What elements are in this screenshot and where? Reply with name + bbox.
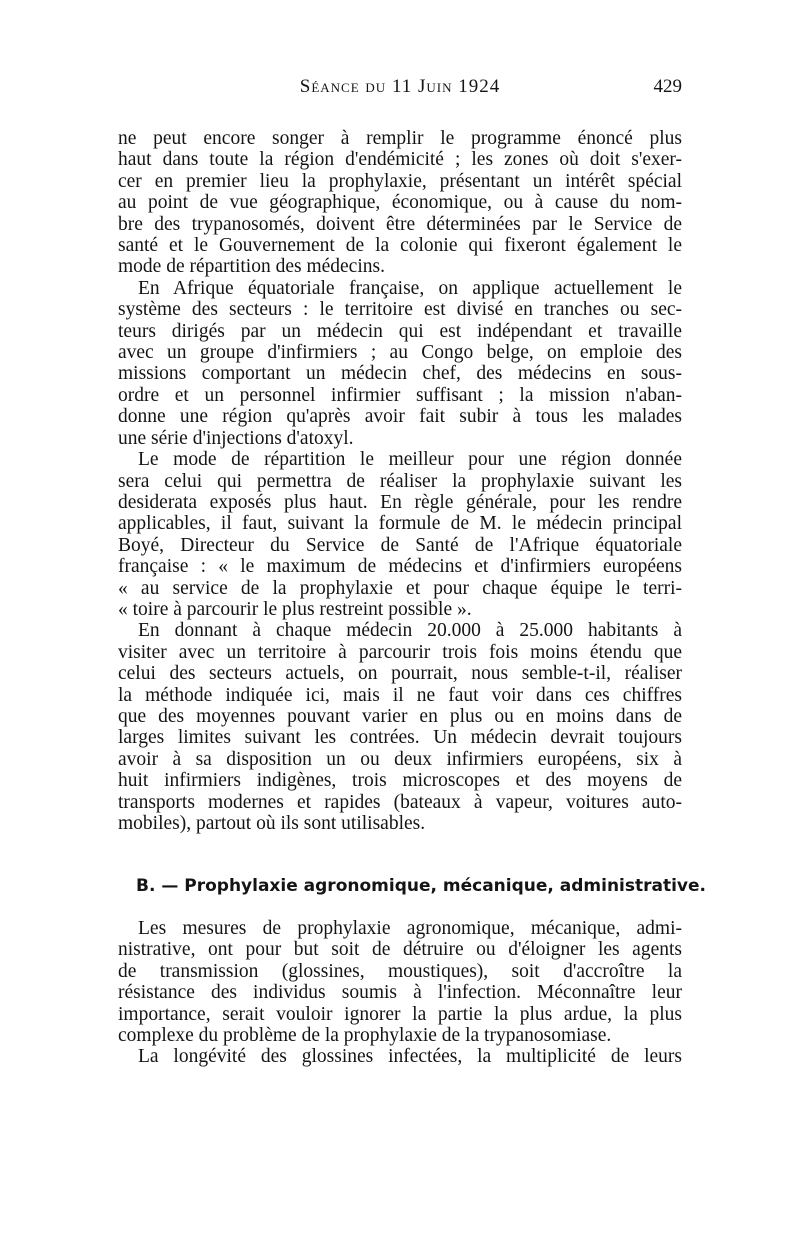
text-line: desiderata exposés plus haut. En règle générale, pour les rendre <box>118 491 682 513</box>
text-line: huit infirmiers indigènes, trois microscopes et des moyens de <box>118 770 682 792</box>
text-line: haut dans toute la région d'endémicité ; les zones où doit s'exer- <box>118 149 682 171</box>
text-line: avoir à sa disposition un ou deux infirmiers européens, six à <box>118 748 682 770</box>
section-heading: B. — Prophylaxie agronomique, mécanique, administrative. <box>136 876 707 896</box>
text-line: sera celui qui permettra de réaliser la prophylaxie suivant les <box>118 470 682 492</box>
text-line: celui des secteurs actuels, on pourrait, nous semble-t-il, réaliser <box>118 663 682 685</box>
text-line: mobiles), partout où ils sont utilisables. <box>118 813 426 834</box>
text-line: applicables, il faut, suivant la formule de M. le médecin principal <box>118 513 682 535</box>
text-line: la méthode indiquée ici, mais il ne faut voir dans ces chiffres <box>118 684 682 706</box>
text-line: de transmission (glossines, moustiques), soit d'accroître la <box>118 960 682 982</box>
text-line: Boyé, Directeur du Service de Santé de l'Afrique équatoriale <box>118 534 682 556</box>
body-text-part2 <box>118 918 682 1068</box>
text-line: Le mode de répartition le meilleur pour une région donnée <box>138 449 682 471</box>
body-text-part1 <box>118 128 682 834</box>
text-line: avec un groupe d'infirmiers ; au Congo belge, on emploie des <box>118 342 682 364</box>
text-line: transports modernes et rapides (bateaux à vapeur, voitures auto- <box>118 791 682 813</box>
text-line: missions comportant un médecin chef, des médecins en sous- <box>118 363 682 385</box>
text-line: ne peut encore songer à remplir le programme énoncé plus <box>118 128 682 149</box>
text-line: teurs dirigés par un médecin qui est indépendant et travaille <box>118 320 682 342</box>
text-line: bre des trypanosomés, doivent être déterminées par le Service de <box>118 213 682 235</box>
text-line: système des secteurs : le territoire est divisé en tranches ou sec- <box>118 299 682 321</box>
running-header <box>118 74 682 104</box>
text-line: « toire à parcourir le plus restreint possible ». <box>118 598 472 620</box>
text-line: En donnant à chaque médecin 20.000 à 25.000 habitants à <box>138 620 682 642</box>
text-line: importance, serait vouloir ignorer la partie la plus ardue, la plus <box>118 1003 682 1025</box>
text-line: donne une région qu'après avoir fait subir à tous les malades <box>118 406 682 428</box>
text-line: La longévité des glossines infectées, la multiplicité de leurs <box>138 1046 682 1068</box>
text-line: résistance des individus soumis à l'infection. Méconnaître leur <box>118 982 682 1004</box>
text-line: une série d'injections d'atoxyl. <box>118 427 354 449</box>
text-line: nistrative, ont pour but soit de détruire ou d'éloigner les agents <box>118 939 682 961</box>
text-line: visiter avec un territoire à parcourir trois fois moins étendu que <box>118 641 682 663</box>
text-line: cer en premier lieu la prophylaxie, présentant un intérêt spécial <box>118 170 682 192</box>
text-line: au point de vue géographique, économique, ou à cause du nom- <box>118 192 682 214</box>
page-number: 429 <box>653 76 682 97</box>
text-line: que des moyennes pouvant varier en plus ou en moins dans de <box>118 705 682 727</box>
text-line: française : « le maximum de médecins et d'infirmiers européens <box>118 556 682 578</box>
text-line: En Afrique équatoriale française, on applique actuellement le <box>138 277 682 299</box>
text-line: complexe du problème de la prophylaxie de la trypanosomiase. <box>118 1025 612 1047</box>
text-line: mode de répartition des médecins. <box>118 256 385 278</box>
text-line: Les mesures de prophylaxie agronomique, mécanique, admi- <box>138 918 682 939</box>
header-title: Séance du 11 Juin 1924 <box>299 76 501 97</box>
text-line: larges limites suivant les contrées. Un médecin devrait toujours <box>118 727 682 749</box>
text-line: santé et le Gouvernement de la colonie qui fixeront également le <box>118 235 682 257</box>
text-line: « au service de la prophylaxie et pour chaque équipe le terri- <box>118 577 682 599</box>
text-line: ordre et un personnel infirmier suffisant ; la mission n'aban- <box>118 384 682 406</box>
